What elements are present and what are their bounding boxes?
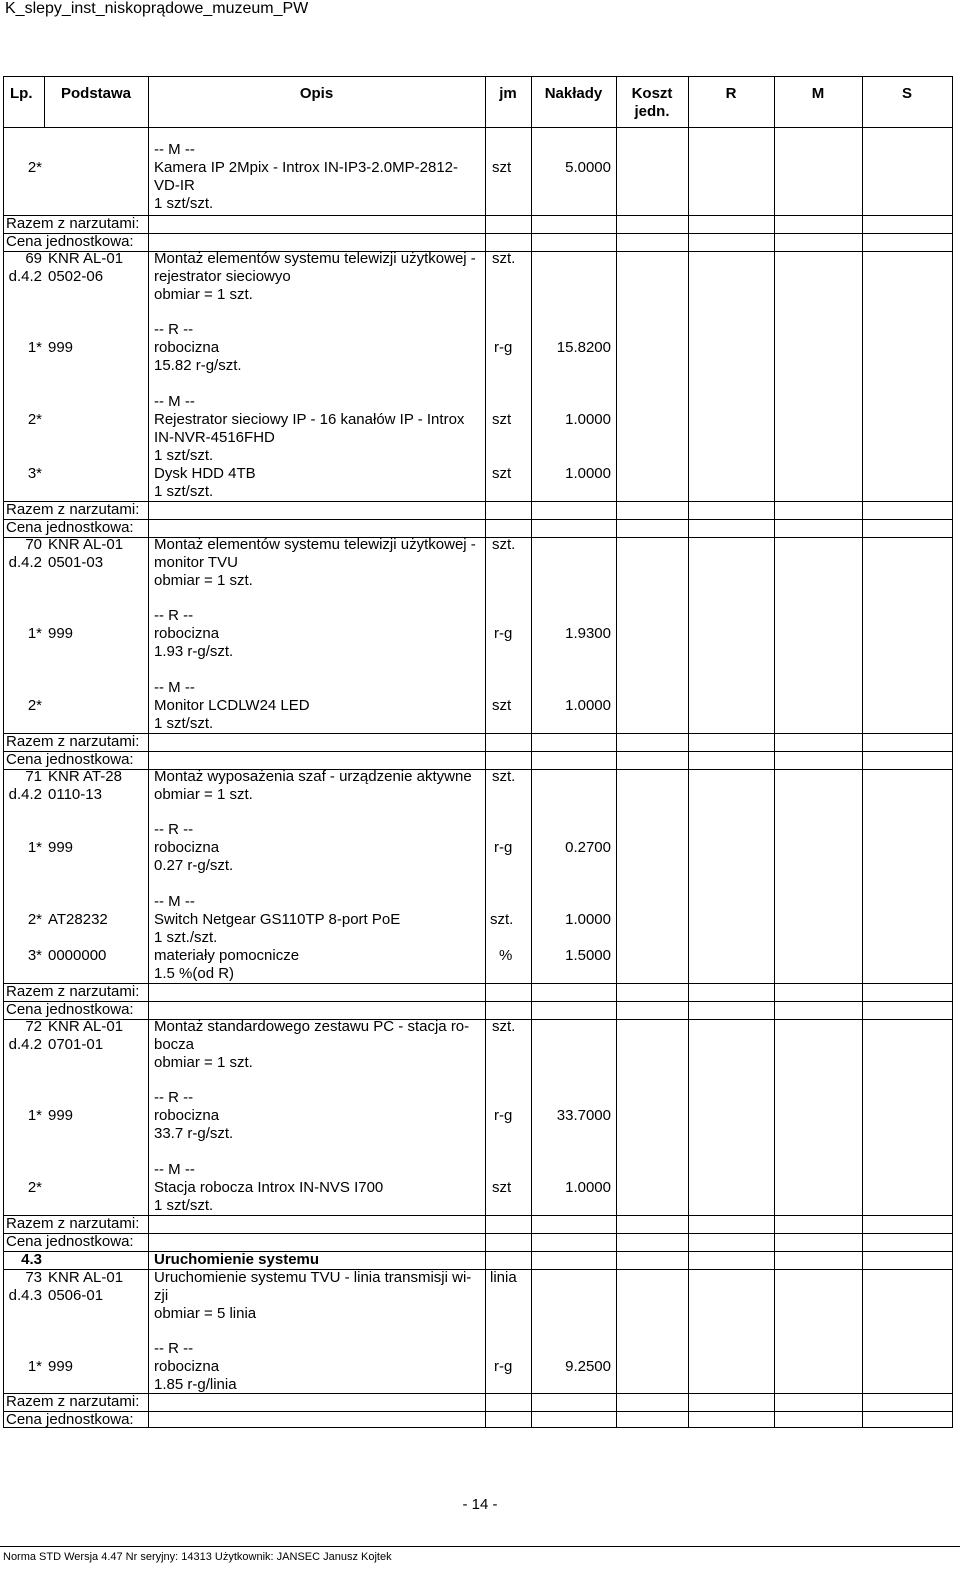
row-naklady: 0.2700 (565, 839, 611, 856)
row-basis: 0000000 (48, 947, 107, 964)
position-basis: 0506-01 (48, 1287, 104, 1304)
position-desc: Uruchomienie systemu TVU - linia transmisji wi- (154, 1269, 472, 1286)
row-desc: Dysk HDD 4TB (154, 465, 256, 482)
position-desc: obmiar = 1 szt. (154, 286, 253, 303)
col-sep-r (774, 77, 775, 1427)
position-jm: linia (490, 1269, 517, 1286)
row-basis: AT28232 (48, 911, 108, 928)
position-number: 73 (25, 1269, 42, 1286)
row-lp: 1* (27, 1107, 42, 1124)
row-desc: 1 szt./szt. (154, 929, 218, 946)
row-naklady: 5.0000 (565, 159, 611, 176)
row-line (4, 1001, 952, 1002)
razem-label: Razem z narzutami: (6, 501, 140, 518)
position-chapter: d.4.3 (8, 1287, 42, 1304)
footer-divider (0, 1546, 960, 1547)
row-basis: 999 (48, 625, 74, 642)
m-marker: -- M -- (154, 679, 195, 696)
row-lp: 2* (27, 411, 42, 428)
position-desc: obmiar = 5 linia (154, 1305, 257, 1322)
section-number: 4.3 (21, 1251, 42, 1268)
position-chapter: d.4.2 (8, 268, 42, 285)
row-line (4, 1251, 952, 1252)
footer-text: Norma STD Wersja 4.47 Nr seryjny: 14313 Użytkownik: JANSEC Janusz Kojtek (3, 1551, 392, 1563)
row-lp: 1* (27, 339, 42, 356)
row-desc: 1.5 %(od R) (154, 965, 235, 982)
row-lp: 1* (27, 1358, 42, 1375)
row-desc: 0.27 r-g/szt. (154, 857, 234, 874)
row-naklady: 1.0000 (565, 411, 611, 428)
header-podstawa: Podstawa (60, 85, 132, 102)
col-sep-koszt (688, 77, 689, 1427)
position-basis: 0501-03 (48, 554, 104, 571)
row-naklady: 9.2500 (565, 1358, 611, 1375)
row-line (4, 233, 952, 234)
cena-label: Cena jednostkowa: (6, 1233, 134, 1250)
position-number: 70 (25, 536, 42, 553)
row-desc: 1.93 r-g/szt. (154, 643, 234, 660)
position-number: 69 (25, 250, 42, 267)
position-desc: Montaż elementów systemu telewizji użytkowej - (154, 250, 476, 267)
col-sep-jm (531, 77, 532, 1427)
header-jm: jm (499, 85, 517, 102)
position-desc: Montaż elementów systemu telewizji użytkowej - (154, 536, 476, 553)
razem-label: Razem z narzutami: (6, 1393, 140, 1410)
header-opis: Opis (299, 85, 334, 102)
document-title: K_slepy_inst_niskoprądowe_muzeum_PW (5, 0, 309, 17)
r-marker: -- R -- (154, 321, 194, 338)
row-jm: szt (492, 697, 512, 714)
row-lp: 3* (27, 947, 42, 964)
position-jm: szt. (492, 1018, 516, 1035)
row-jm: r-g (494, 1358, 513, 1375)
section-title: Uruchomienie systemu (154, 1251, 320, 1268)
header-r: R (725, 85, 737, 102)
row-line (4, 127, 952, 128)
row-lp: 3* (27, 465, 42, 482)
row-basis: 999 (48, 339, 74, 356)
position-basis: KNR AL-01 (48, 250, 124, 267)
position-basis: 0701-01 (48, 1036, 104, 1053)
row-lp: 2* (27, 697, 42, 714)
cena-label: Cena jednostkowa: (6, 1001, 134, 1018)
row-basis: 999 (48, 839, 74, 856)
robocizna-label: robocizna (154, 1107, 220, 1124)
row-lp: 2* (27, 911, 42, 928)
row-lp: 1* (27, 625, 42, 642)
position-desc: monitor TVU (154, 554, 238, 571)
row-jm: r-g (494, 625, 513, 642)
row-naklady: 1.0000 (565, 1179, 611, 1196)
row-desc: 1 szt/szt. (154, 715, 214, 732)
row-basis: 999 (48, 1107, 74, 1124)
m-marker: -- M -- (154, 1161, 195, 1178)
row-desc: 1 szt/szt. (154, 1197, 214, 1214)
page-number: - 14 - (462, 1496, 498, 1513)
header-lp: Lp. (10, 85, 33, 102)
row-line (4, 1411, 952, 1412)
position-basis: KNR AL-01 (48, 1018, 124, 1035)
row-line (4, 1215, 952, 1216)
col-sep-naklady (616, 77, 617, 1427)
m-marker: -- M -- (154, 893, 195, 910)
row-jm: szt (492, 1179, 512, 1196)
row-jm: szt (492, 465, 512, 482)
row-line (4, 251, 952, 252)
row-line (4, 983, 952, 984)
position-basis: KNR AT-28 (48, 768, 122, 785)
position-basis: 0502-06 (48, 268, 104, 285)
row-jm: r-g (494, 1107, 513, 1124)
row-desc: 1 szt/szt. (154, 447, 214, 464)
position-chapter: d.4.2 (8, 1036, 42, 1053)
row-basis: 999 (48, 1358, 74, 1375)
row-desc: 1.85 r-g/linia (154, 1376, 237, 1393)
row-line (4, 733, 952, 734)
row-line (4, 1269, 952, 1270)
row-line (4, 769, 952, 770)
position-desc: zji (154, 1287, 169, 1304)
row-line (4, 1019, 952, 1020)
row-jm: szt (492, 411, 512, 428)
row-line (4, 501, 952, 502)
cena-label: Cena jednostkowa: (6, 1411, 134, 1428)
m-marker: -- M -- (154, 393, 195, 410)
r-marker: -- R -- (154, 1089, 194, 1106)
razem-label: Razem z narzutami: (6, 1215, 140, 1232)
cena-label: Cena jednostkowa: (6, 751, 134, 768)
row-desc: 15.82 r-g/szt. (154, 357, 242, 374)
position-desc: obmiar = 1 szt. (154, 572, 253, 589)
col-sep-opis (485, 77, 486, 1427)
row-naklady: 1.0000 (565, 911, 611, 928)
row-desc: 1 szt/szt. (154, 195, 214, 212)
header-m: M (811, 85, 825, 102)
header-koszt: Koszt (631, 85, 673, 102)
row-desc: Monitor LCDLW24 LED (154, 697, 310, 714)
row-jm: szt. (490, 911, 514, 928)
position-chapter: d.4.2 (8, 786, 42, 803)
robocizna-label: robocizna (154, 625, 220, 642)
row-line (4, 1233, 952, 1234)
row-desc: Kamera IP 2Mpix - Introx IN-IP3-2.0MP-2812- (154, 159, 458, 176)
row-line (4, 519, 952, 520)
row-desc: Rejestrator sieciowy IP - 16 kanałów IP - Introx (154, 411, 465, 428)
row-lp: 2* (27, 1179, 42, 1196)
row-desc: materiały pomocnicze (154, 947, 300, 964)
m-marker: -- M -- (154, 141, 195, 158)
row-jm: szt (492, 159, 512, 176)
r-marker: -- R -- (154, 607, 194, 624)
row-line (4, 537, 952, 538)
position-basis: 0110-13 (48, 786, 102, 803)
header-s: S (901, 85, 912, 102)
position-desc: bocza (154, 1036, 195, 1053)
col-sep-m (862, 77, 863, 1427)
row-jm: r-g (494, 839, 513, 856)
row-naklady: 1.5000 (565, 947, 611, 964)
row-jm: % (499, 947, 513, 964)
row-naklady: 15.8200 (556, 339, 611, 356)
row-lp: 2* (27, 159, 42, 176)
cena-label: Cena jednostkowa: (6, 233, 134, 250)
row-desc: Switch Netgear GS110TP 8-port PoE (154, 911, 401, 928)
header-naklady: Nakłady (544, 85, 603, 102)
position-desc: obmiar = 1 szt. (154, 786, 253, 803)
position-jm: szt. (492, 250, 516, 267)
position-chapter: d.4.2 (8, 554, 42, 571)
position-jm: szt. (492, 768, 516, 785)
razem-label: Razem z narzutami: (6, 733, 140, 750)
position-number: 71 (25, 768, 42, 785)
position-basis: KNR AL-01 (48, 1269, 124, 1286)
position-number: 72 (25, 1018, 42, 1035)
cost-table (3, 76, 953, 1428)
robocizna-label: robocizna (154, 1358, 220, 1375)
cena-label: Cena jednostkowa: (6, 519, 134, 536)
row-jm: r-g (494, 339, 513, 356)
header-koszt-jedn: jedn. (634, 103, 670, 120)
position-desc: obmiar = 1 szt. (154, 1054, 253, 1071)
row-desc: 33.7 r-g/szt. (154, 1125, 234, 1142)
position-jm: szt. (492, 536, 516, 553)
row-line (4, 751, 952, 752)
razem-label: Razem z narzutami: (6, 983, 140, 1000)
position-basis: KNR AL-01 (48, 536, 124, 553)
row-naklady: 1.0000 (565, 697, 611, 714)
r-marker: -- R -- (154, 821, 194, 838)
position-desc: Montaż standardowego zestawu PC - stacja ro- (154, 1018, 470, 1035)
razem-label: Razem z narzutami: (6, 215, 140, 232)
row-desc: 1 szt/szt. (154, 483, 214, 500)
row-naklady: 1.0000 (565, 465, 611, 482)
position-desc: rejestrator sieciowyo (154, 268, 291, 285)
r-marker: -- R -- (154, 1340, 194, 1357)
row-naklady: 1.9300 (565, 625, 611, 642)
row-naklady: 33.7000 (556, 1107, 611, 1124)
row-desc: VD-IR (154, 177, 195, 194)
row-desc: IN-NVR-4516FHD (154, 429, 275, 446)
position-desc: Montaż wyposażenia szaf - urządzenie aktywne (154, 768, 472, 785)
col-sep-podstawa (148, 77, 149, 1427)
row-lp: 1* (27, 839, 42, 856)
robocizna-label: robocizna (154, 839, 220, 856)
row-line (4, 215, 952, 216)
row-desc: Stacja robocza Introx IN-NVS I700 (154, 1179, 384, 1196)
robocizna-label: robocizna (154, 339, 220, 356)
row-line (4, 1393, 952, 1394)
